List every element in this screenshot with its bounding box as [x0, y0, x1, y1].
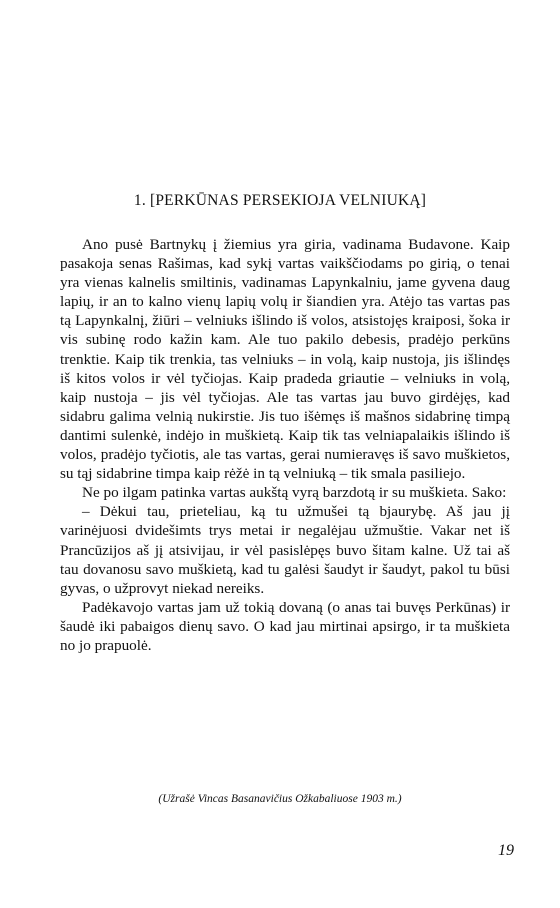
paragraph-2: Ne po ilgam patinka vartas aukštą vyrą barzdotą ir su muškieta. Sako: — [82, 484, 507, 502]
chapter-title: 1. [PERKŪNAS PERSEKIOJA VELNIUKĄ] — [133, 192, 427, 209]
story-text — [60, 235, 510, 655]
paragraph-3: – Dėkui tau, prieteliau, ką tu užmušei tą bjaurybę. Aš jau jį varinėjuosi dvidešimts trys metai ir negalėjau užmuštie. Vakar net iš Prancūzijos aš jį atsivijau, ir vėl pasislėpęs buvo šitam kalne. Už tai aš tau dovanosu savo muškietą, kad tu galėsi šaudyt ir šaudyt, pakol tu būsi gyvas, o užprovyt niekad nereiks. — [60, 503, 510, 597]
source-note: (Užrašė Vincas Basanavičius Ožkabaliuose 1903 m.) — [158, 793, 402, 805]
page-number: 19 — [498, 842, 514, 859]
paragraph-4: Padėkavojo vartas jam už tokią dovaną (o anas tai buvęs Perkūnas) ir šaudė iki pabaigos dienų savo. O kad jau mirtinai apsirgo, ir ta muškieta no jo prapuolė. — [60, 598, 510, 654]
paragraph-1: Ano pusė Bartnykų į žiemius yra giria, vadinama Budavone. Kaip pasakoja senas Rašimas, kad sykį vartas vaikščiodams po girią, o tenai yra vienas kalnelis smiltinis, vadinamas Lapynkalniu, jame gyvena daug lapių, ir an to kalno vienų lapių volų ir šiandien yra. Atėjo tas vartas pas tą Lapynkalnį, žiūri – velniuks išlindo iš volos, atsistojęs kraiposi, šoka ir vis subinę rodo kažin kam. Ale tuo pakilo debesis, pradėjo perkūns trenktie. Kaip tik trenkia, tas velniuks – in volą, kaip nustoja, jis išlindęs iš kitos volos ir vėl tyčiojas. Kaip pradeda griautie – velniuks in volą, kaip nustoja – jis vėl tyčiojas. Ale tas vartas jau buvo girdėjęs, kad sidabru galima velnią nukirstie. Jis tuo išėmęs iš mašnos sidabrinę timpą dantimi sulenkė, indėjo in muškietą. Kaip tik tas velniapalaikis išlindo iš volos, pradėjo tyčiotis, ale tas vartas, gerai numieravęs iš savo muškietos, su tąj sidabrine timpa kaip rėžė in tą velniuką – tik smala pasiliejo. — [60, 236, 510, 483]
